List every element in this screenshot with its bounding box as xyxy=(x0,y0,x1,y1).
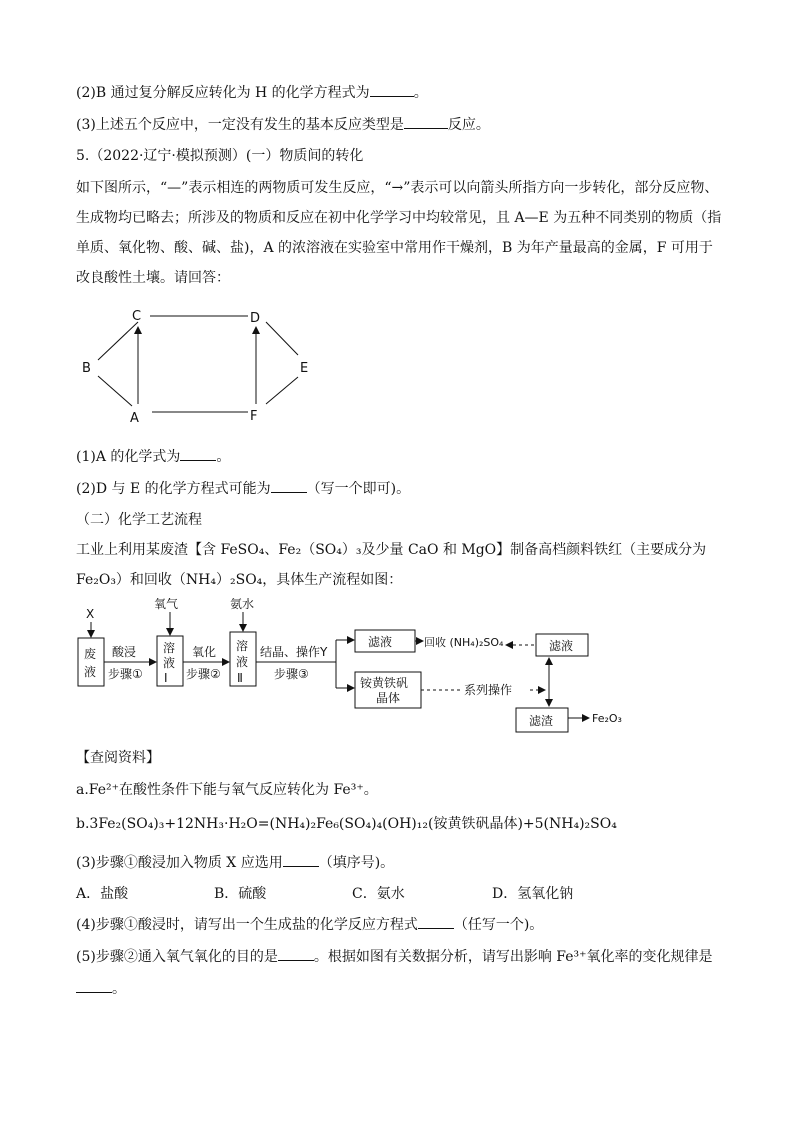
part-2-title: （二）化学工艺流程 xyxy=(76,512,202,528)
prev-q2: (2)B 通过复分解反应转化为 H 的化学方程式为 。 xyxy=(76,82,428,103)
relation-diagram xyxy=(76,300,336,430)
q5-1: (1)A 的化学式为 。 xyxy=(76,446,230,467)
answer-blank[interactable] xyxy=(76,978,112,993)
svg-text:Ⅰ: Ⅰ xyxy=(164,671,168,685)
node-c: C xyxy=(132,309,142,324)
box-solution-2: 溶 xyxy=(236,639,249,653)
recover-ammonium-sulfate: 回收 (NH₄)₂SO₄ xyxy=(424,636,504,649)
svg-text:步骤③: 步骤③ xyxy=(274,667,309,681)
svg-text:液: 液 xyxy=(163,656,176,670)
q5-2: (2)D 与 E 的化学方程式可能为 （写一个即可)。 xyxy=(76,478,410,499)
node-e: E xyxy=(300,361,309,376)
step-2-label: 氧化 xyxy=(192,645,217,659)
product-fe2o3: Fe₂O₃ xyxy=(592,712,622,725)
node-d: D xyxy=(250,311,261,326)
reference-a: a.Fe²⁺在酸性条件下能与氧气反应转化为 Fe³⁺。 xyxy=(76,782,378,798)
option-d[interactable]: D．氢氧化钠 xyxy=(492,886,574,902)
node-a: A xyxy=(130,411,139,426)
intro-line: 生成物均已略去；所涉及的物质和反应在初中化学学习中均较常见，且 A—E 为五种不同类别的物质（指 xyxy=(76,210,722,226)
prev-q3: (3)上述五个反应中，一定没有发生的基本反应类型是 反应。 xyxy=(76,114,490,135)
step-3-label: 结晶、操作Y xyxy=(260,645,328,659)
reagent-ammonia: 氨水 xyxy=(230,598,255,611)
node-f: F xyxy=(250,409,258,424)
answer-blank[interactable] xyxy=(370,82,414,97)
svg-text:Ⅱ: Ⅱ xyxy=(237,671,243,685)
option-a[interactable]: A．盐酸 xyxy=(76,886,129,902)
box-solution-1: 溶 xyxy=(163,641,176,655)
q5-sub: (5)步骤②通入氧气氧化的目的是 。根据如图有关数据分析，请写出影响 Fe³⁺氧化率的变化规律是 xyxy=(76,946,713,967)
box-filtrate: 滤液 xyxy=(368,635,393,649)
svg-text:液: 液 xyxy=(236,655,249,669)
intro-line: 改良酸性土壤。请回答： xyxy=(76,270,230,286)
series-operation: 系列操作 xyxy=(464,683,513,697)
option-c[interactable]: C．氨水 xyxy=(352,886,405,902)
reagent-x: X xyxy=(86,607,95,621)
q5-sub-cont: 。 xyxy=(76,978,126,999)
answer-blank[interactable] xyxy=(278,946,314,961)
answer-blank[interactable] xyxy=(404,114,448,129)
svg-text:步骤①: 步骤① xyxy=(108,667,143,681)
answer-blank[interactable] xyxy=(418,914,454,929)
answer-blank[interactable] xyxy=(180,446,216,461)
node-b: B xyxy=(82,361,91,376)
box-residue: 滤渣 xyxy=(529,714,554,728)
process-intro: 工业上利用某废渣【含 FeSO₄、Fe₂（SO₄）₃及少量 CaO 和 MgO】制备高档颜料铁红（主要成分为 xyxy=(76,542,707,558)
step-1-label: 酸浸 xyxy=(112,645,137,659)
process-flowchart xyxy=(70,598,650,738)
reference-b: b.3Fe₂(SO₄)₃+12NH₃·H₂O=(NH₄)₂Fe₆(SO₄)₄(OH)₁₂(铵黄铁矾晶体)+5(NH₄)₂SO₄ xyxy=(76,816,617,832)
svg-text:晶体: 晶体 xyxy=(376,691,401,705)
process-intro: Fe₂O₃）和回收（NH₄）₂SO₄，具体生产流程如图： xyxy=(76,572,403,588)
answer-blank[interactable] xyxy=(271,478,307,493)
box-waste-liquid: 废 xyxy=(84,647,97,661)
option-b[interactable]: B．硫酸 xyxy=(214,886,267,902)
box-filtrate-2: 滤液 xyxy=(549,639,574,653)
intro-line: 单质、氧化物、酸、碱、盐)，A 的浓溶液在实验室中常用作干燥剂，B 为年产量最高的金属，F 可用于 xyxy=(76,240,713,256)
reagent-oxygen: 氧气 xyxy=(154,598,179,611)
question-5-header: 5.（2022·辽宁·模拟预测）(一）物质间的转化 xyxy=(76,148,364,164)
svg-text:步骤②: 步骤② xyxy=(186,667,221,681)
q4: (4)步骤①酸浸时，请写出一个生成盐的化学反应方程式 （任写一个)。 xyxy=(76,914,543,935)
answer-blank[interactable] xyxy=(283,852,319,867)
reference-title: 【查阅资料】 xyxy=(76,750,160,766)
box-crystal: 铵黄铁矾 xyxy=(360,676,409,690)
intro-line: 如下图所示，“—”表示相连的两物质可发生反应，“→”表示可以向箭头所指方向一步转化，部分反应物、 xyxy=(76,180,719,196)
svg-text:液: 液 xyxy=(84,665,97,679)
q3-stem: (3)步骤①酸浸加入物质 X 应选用 （填序号)。 xyxy=(76,852,394,873)
